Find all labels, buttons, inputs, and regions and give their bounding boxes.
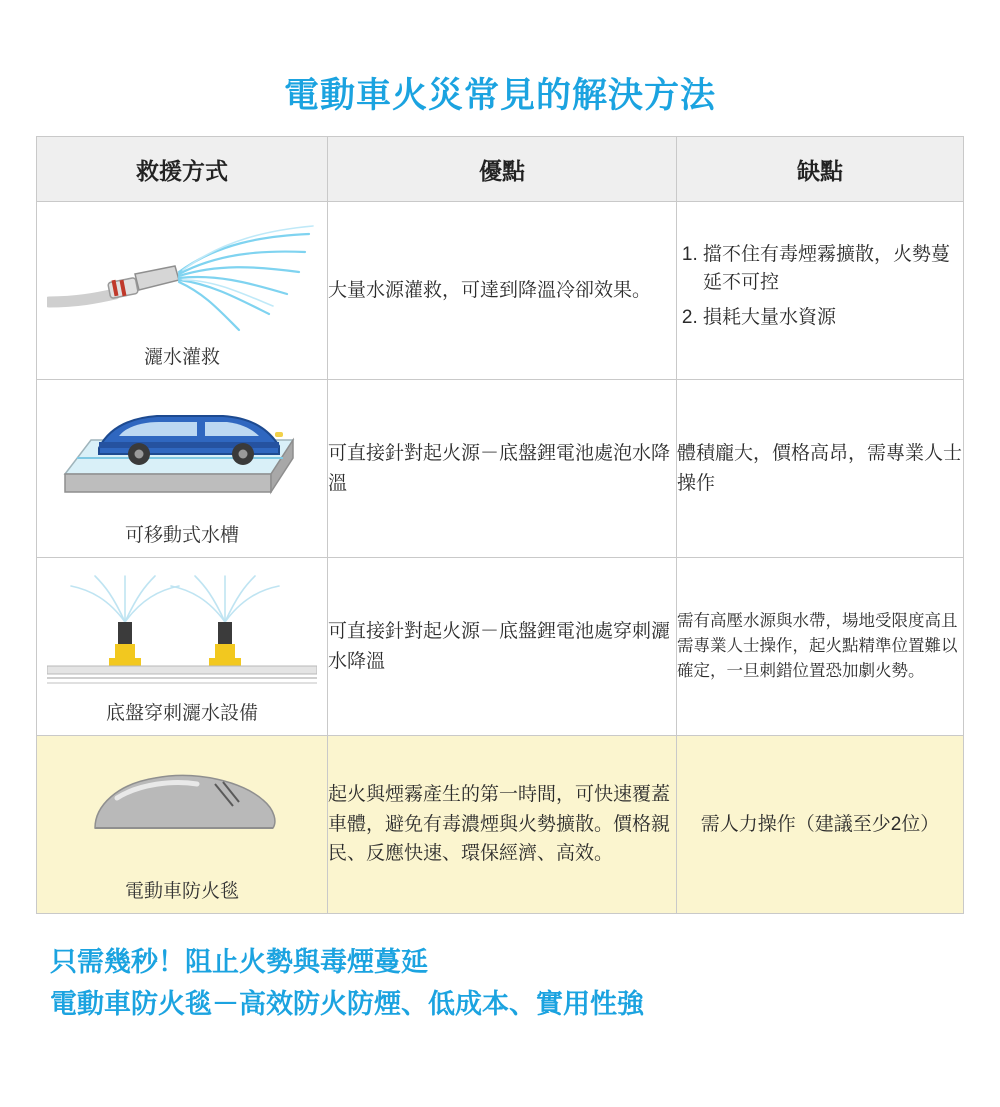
movable-water-tank-car-icon — [37, 388, 327, 518]
table-header-row — [37, 137, 964, 202]
page-title: 電動車火災常見的解決方法 — [283, 76, 716, 115]
footer-line-2: 電動車防火毯－高效防火防煙、低成本、實用性強 — [50, 988, 644, 1019]
column-header-method: 救援方式 — [37, 137, 328, 202]
con-list-item: 1. 擋不住有毒煙霧擴散，火勢蔓延不可控 — [703, 241, 963, 296]
footer-callout — [50, 942, 1000, 1026]
method-caption: 可移動式水槽 — [124, 525, 239, 546]
con-cell: 需人力操作（建議至少2位） — [677, 736, 964, 914]
table-row — [37, 380, 964, 558]
pro-cell: 可直接針對起火源－底盤鋰電池處泡水降溫 — [328, 380, 677, 558]
column-header-cons: 缺點 — [677, 137, 964, 202]
table-row-highlighted — [37, 736, 964, 914]
fire-blanket-covered-car-icon — [37, 744, 327, 874]
con-cell: 體積龐大，價格高昂，需專業人士操作 — [677, 380, 964, 558]
pro-cell: 起火與煙霧產生的第一時間，可快速覆蓋車體，避免有毒濃煙與火勢擴散。價格親民、反應快速、環保經濟、高效。 — [328, 736, 677, 914]
pro-cell: 可直接針對起火源－底盤鋰電池處穿刺灑水降溫 — [328, 558, 677, 736]
con-list-item: 2. 損耗大量水資源 — [703, 304, 963, 332]
table-row — [37, 558, 964, 736]
water-hose-spray-icon — [37, 210, 327, 340]
table-body — [37, 202, 964, 914]
method-cell-piercing-sprinkler — [37, 558, 328, 736]
comparison-table — [36, 136, 964, 914]
method-cell-movable-tank — [37, 380, 328, 558]
con-cell: 需有高壓水源與水帶，場地受限度高且需專業人士操作，起火點精準位置難以確定，一旦刺錯位置恐加劇火勢。 — [677, 558, 964, 736]
method-caption: 灑水灌救 — [143, 347, 220, 368]
method-cell-water-spray — [37, 202, 328, 380]
con-list — [677, 241, 963, 332]
pro-cell: 大量水源灌救，可達到降溫冷卻效果。 — [328, 202, 677, 380]
method-caption: 底盤穿刺灑水設備 — [105, 703, 258, 724]
column-header-pros: 優點 — [328, 137, 677, 202]
method-caption: 電動車防火毯 — [124, 881, 239, 902]
chassis-piercing-sprinkler-icon — [37, 566, 327, 696]
table-row — [37, 202, 964, 380]
footer-line-1: 只需幾秒！阻止火勢與毒煙蔓延 — [50, 947, 428, 977]
method-cell-fire-blanket — [37, 736, 328, 914]
table-header — [37, 137, 964, 202]
con-cell — [677, 202, 964, 380]
